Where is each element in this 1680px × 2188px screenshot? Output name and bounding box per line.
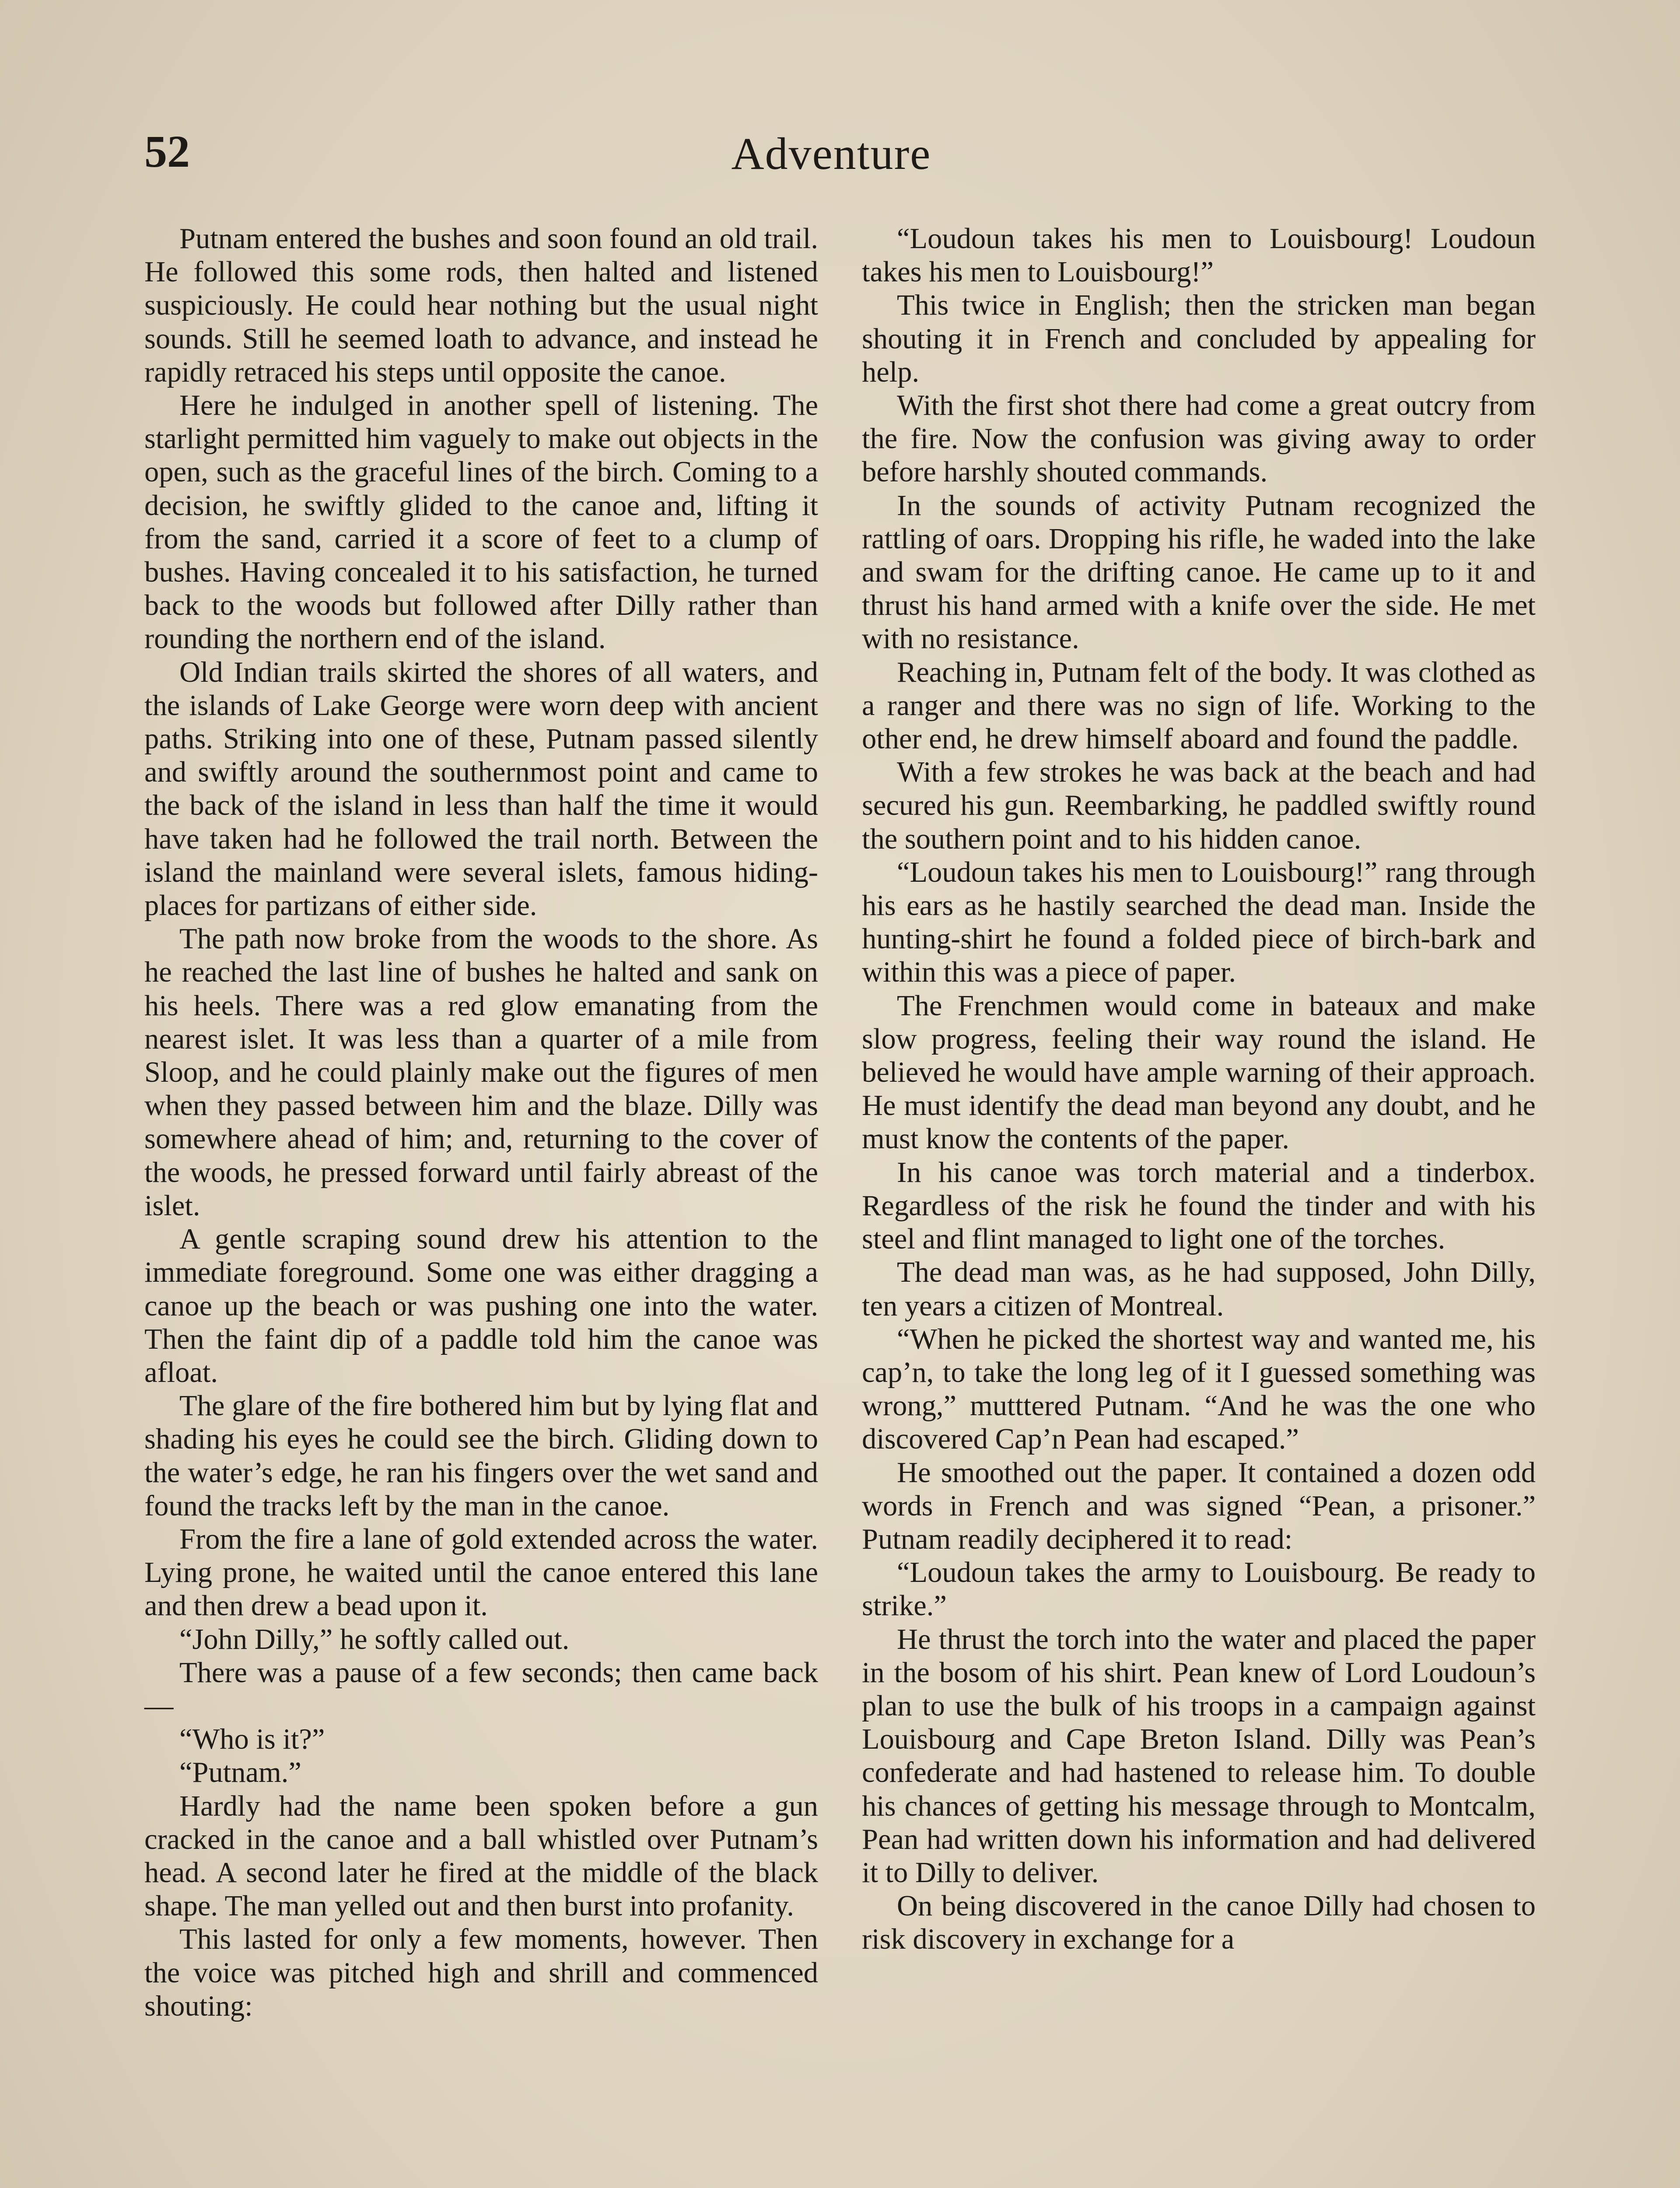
paragraph: He thrust the torch into the water and placed the paper in the bosom of his shirt. Pean knew of Lord Loudoun’s plan to use the bulk of his troops in a campaign against Louisbourg and Cape Breton Island. Dilly was Pean’s confederate and had hastened to release him. To double his chances of getting his message through to Montcalm, Pean had written down his information and had delivered it to Dilly to deliver. <box>862 1623 1536 1889</box>
paragraph: He smoothed out the paper. It contained a dozen odd words in French and was signed “Pean, a prisoner.” Putnam readily deciphered it to read: <box>862 1456 1536 1555</box>
paragraph: Here he indulged in another spell of listening. The starlight permitted him vaguely to make out objects in the open, such as the graceful lines of the birch. Coming to a decision, he swiftly glided to the canoe and, lifting it from the sand, carried it a score of feet to a clump of bushes. Having concealed it to his satisfaction, he turned back to the woods but followed after Dilly rather than rounding the northern end of the island. <box>144 389 818 655</box>
paragraph: Putnam entered the bushes and soon found an old trail. He followed this some rods, then halted and listened suspiciously. He could hear nothing but the usual night sounds. Still he seemed loath to advance, and instead he rapidly retraced his steps until opposite the canoe. <box>144 223 818 388</box>
paragraph: In his canoe was torch material and a tinderbox. Regardless of the risk he found the tinder and with his steel and flint managed to light one of the torches. <box>862 1156 1536 1255</box>
left-column <box>144 222 818 2023</box>
paragraph: Hardly had the name been spoken before a gun cracked in the canoe and a ball whistled over Putnam’s head. A second later he fired at the middle of the black shape. The man yelled out and then burst into profanity. <box>144 1790 818 1922</box>
running-head-title: Adventure <box>731 129 931 179</box>
right-column <box>862 222 1536 1957</box>
paragraph: This lasted for only a few moments, however. Then the voice was pitched high and shrill and commenced shouting: <box>144 1923 818 2022</box>
paragraph: There was a pause of a few seconds; then came back— <box>144 1656 818 1722</box>
paragraph: A gentle scraping sound drew his attention to the immediate foreground. Some one was either dragging a canoe up the beach or was pushing one into the water. Then the faint dip of a paddle told him the canoe was afloat. <box>144 1223 818 1389</box>
paragraph: “When he picked the shortest way and wanted me, his cap’n, to take the long leg of it I guessed something was wrong,” mutttered Putnam. “And he was the one who discovered Cap’n Pean had escaped.” <box>862 1323 1536 1455</box>
paragraph: “Who is it?” <box>179 1723 325 1756</box>
paragraph: The glare of the fire bothered him but by lying flat and shading his eyes he could see the birch. Gliding down to the water’s edge, he ran his fingers over the wet sand and found the tracks left by the man in the canoe. <box>144 1390 818 1522</box>
paragraph: “Putnam.” <box>179 1757 301 1789</box>
paragraph: With a few strokes he was back at the beach and had secured his gun. Reembarking, he paddled swiftly round the southern point and to his hidden canoe. <box>862 756 1536 855</box>
paragraph: “Loudoun takes his men to Louisbourg!” rang through his ears as he hastily searched the dead man. Inside the hunting-shirt he found a folded piece of birch-bark and within this was a piece of paper. <box>862 856 1536 989</box>
paragraph: The path now broke from the woods to the shore. As he reached the last line of bushes he halted and sank on his heels. There was a red glow emanating from the nearest islet. It was less than a quarter of a mile from Sloop, and he could plainly make out the figures of men when they passed between him and the blaze. Dilly was somewhere ahead of him; and, returning to the cover of the woods, he pressed forward until fairly abreast of the islet. <box>144 923 818 1222</box>
paragraph: The dead man was, as he had supposed, John Dilly, ten years a citizen of Montreal. <box>862 1256 1536 1322</box>
paragraph: With the first shot there had come a great outcry from the fire. Now the confusion was giving away to order before harshly shouted commands. <box>862 389 1536 488</box>
page-number: 52 <box>144 126 190 177</box>
paragraph: From the fire a lane of gold extended across the water. Lying prone, he waited until the canoe entered this lane and then drew a bead upon it. <box>144 1523 818 1622</box>
paragraph: This twice in English; then the stricken man began shouting it in French and concluded by appealing for help. <box>862 289 1536 388</box>
paragraph: The Frenchmen would come in bateaux and make slow progress, feeling their way round the island. He believed he would have ample warning of their approach. He must identify the dead man beyond any doubt, and he must know the contents of the paper. <box>862 989 1536 1155</box>
paragraph: On being discovered in the canoe Dilly had chosen to risk discovery in exchange for a <box>862 1890 1536 1956</box>
paragraph: “John Dilly,” he softly called out. <box>179 1623 570 1655</box>
paragraph: “Loudoun takes the army to Louisbourg. Be ready to strike.” <box>862 1557 1536 1622</box>
paragraph: Old Indian trails skirted the shores of all waters, and the islands of Lake George were worn deep with ancient paths. Striking into one of these, Putnam passed silently and swiftly around the southernmost point and came to the back of the island in less than half the time it would have taken had he followed the trail north. Between the island the mainland were several islets, famous hiding-places for partizans of either side. <box>144 656 818 922</box>
paragraph: In the sounds of activity Putnam recognized the rattling of oars. Dropping his rifle, he waded into the lake and swam for the drifting canoe. He came up to it and thrust his hand armed with a knife over the side. He met with no resistance. <box>862 489 1536 655</box>
paragraph: “Loudoun takes his men to Louisbourg! Loudoun takes his men to Louisbourg!” <box>862 223 1536 288</box>
paragraph: Reaching in, Putnam felt of the body. It was clothed as a ranger and there was no sign of life. Working to the other end, he drew himself aboard and found the paddle. <box>862 656 1536 755</box>
